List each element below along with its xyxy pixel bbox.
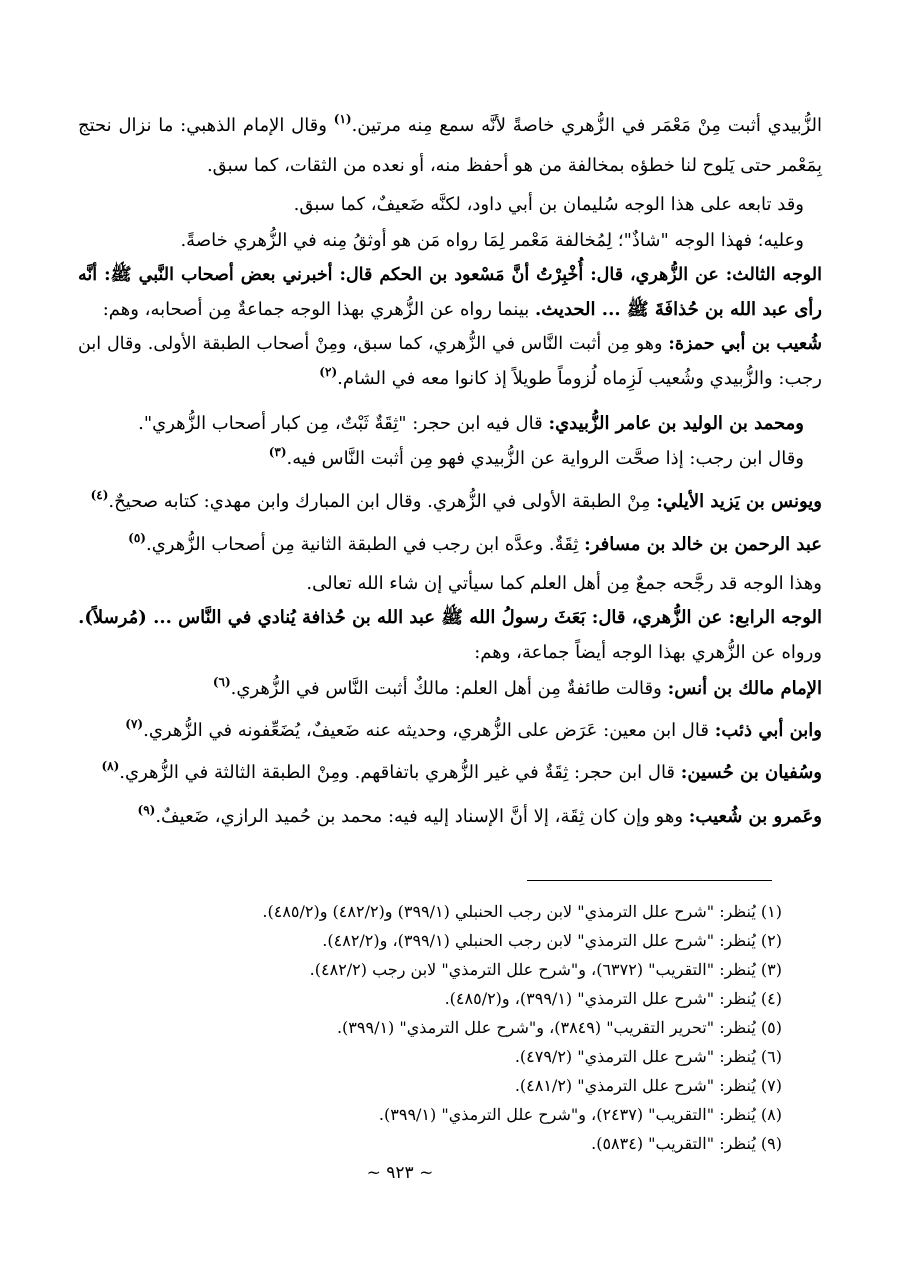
footnote-separator [527,880,772,881]
body-line-1: الزُّبيدي أثبت مِنْ مَعْمَر في الزُّهري خاصةً لأنَّه سمع مِنه مرتين.$^{(١)}$ وقال الإمام الذهبي: ما نزال نحتج [78,112,822,136]
body-line-13: وهذا الوجه قد رجَّحه جمعٌ مِن أهل العلم كما سيأتي إن شاء الله تعالى. [306,573,822,594]
footnote-8: (٨) يُنظر: "التقريب" (٢٤٣٧)، و"شرح علل الترمذي" (٣٩٩/١). [378,1105,782,1124]
footnote-ref[interactable]: (٣) [268,445,287,459]
footnote-3: (٣) يُنظر: "التقريب" (٦٣٧٢)، و"شرح علل الترمذي" لابن رجب (٤٨٢/٢). [309,960,782,979]
footnote-ref[interactable]: (٥) [128,531,146,545]
narrator-abdulrahman: عبد الرحمن بن خالد بن مسافر: ثِقَةٌ. وعدَّه ابن رجب في الطبقة الثانية مِن أصحاب الزُّهري.$^{(٥)}$ [128,531,822,555]
narrator-zubaydi: ومحمد بن الوليد بن عامر الزُّبيدي: قال فيه ابن حجر: "ثِقَةٌ ثَبْتٌ، مِن كبار أصحاب الزُّهري". [138,413,804,434]
footnote-5: (٥) يُنظر: "تحرير التقريب" (٣٨٤٩)، و"شرح علل الترمذي" (٣٩٩/١). [336,1018,782,1037]
section-heading-third-aspect: الوجه الثالث: عن الزُّهري، قال: أُخْبِرْتُ أنَّ مَسْعود بن الحكم قال: أخبرني بعض أصحاب النَّبي ﷺ: أنَّه [78,265,822,285]
footnote-ref[interactable]: (٧) [125,717,144,731]
footnote-ref[interactable]: (٢) [319,365,338,379]
narrator-malik: الإمام مالك بن أنس: وقالت طائفةٌ مِن أهل العلم: مالكٌ أثبت النَّاس في الزُّهري.$^{(٦)}$ [212,675,822,699]
footnote-6: (٦) يُنظر: "شرح علل الترمذي" (٤٧٩/٢). [514,1047,782,1066]
footnote-7: (٧) يُنظر: "شرح علل الترمذي" (٤٨١/٢). [514,1076,782,1095]
body-line-6: رأى عبد الله بن حُذافَةَ ﷺ ... الحديث. بينما رواه عن الزُّهري بهذا الوجه جماعةٌ مِن أصحابه، وهم: [102,299,822,320]
narrator-yunus: ويونس بن يَزيد الأيلي: مِنْ الطبقة الأولى في الزُّهري. وقال ابن المبارك وابن مهدي: كتابه صحيحٌ.$^{(٤)}$ [90,488,822,512]
body-line-15: ورواه عن الزُّهري بهذا الوجه أيضاً جماعة، وهم: [474,642,822,663]
footnote-9: (٩) يُنظر: "التقريب" (٥٨٣٤). [591,1134,782,1153]
footnote-ref[interactable]: (٨) [101,759,120,773]
narrator-amr: وعَمرو بن شُعيب: وهو وإن كان ثِقَة، إلا أنَّ الإسناد إليه فيه: محمد بن حُميد الرازي، ضَعيفٌ.$^{(٩)}$ [137,803,822,827]
footnote-ref[interactable]: (٦) [212,675,231,689]
page-number: ~ ٩٢٣ ~ [366,1163,434,1183]
footnote-ref[interactable]: (٩) [137,803,156,817]
footnote-ref[interactable]: (١) [333,112,352,126]
body-line-4: وعليه؛ فهذا الوجه "شاذٌ"؛ لِمُخالفة مَعْمر لِمَا رواه مَن هو أوثقُ مِنه في الزُّهري خاصةً. [180,230,804,251]
footnote-1: (١) يُنظر: "شرح علل الترمذي" لابن رجب الحنبلي (٣٩٩/١) و(٤٨٢/٢) و(٤٨٥/٢). [262,902,782,921]
section-heading-fourth-aspect: الوجه الرابع: عن الزُّهري، قال: بَعَثَ رسولُ الله ﷺ عبد الله بن حُذافة يُنادي في النَّاس ... (مُرسلاً). [78,607,822,628]
narrator-sufyan: وسُفيان بن حُسين: قال ابن حجر: ثِقَةٌ في غير الزُّهري باتفاقهم. ومِنْ الطبقة الثالثة في الزُّهري.$^{(٨)}$ [101,759,822,783]
body-line-3: وقد تابعه على هذا الوجه سُليمان بن أبي داود، لكنَّه ضَعيفٌ، كما سبق. [293,194,804,215]
narrator-shuayb: شُعيب بن أبي حمزة: وهو مِن أثبت النَّاس في الزُّهري، كما سبق، ومِنْ أصحاب الطبقة الأولى. وقال ابن [78,334,823,354]
body-line-2: بِمَعْمر حتى يَلوح لنا خطؤه بمخالفة من هو أحفظ منه، أو نعده من الثقات، كما سبق. [206,155,822,176]
narrator-ibn-abi-dhib: وابن أبي ذئب: قال ابن معين: عَرَض على الزُّهري، وحديثه عنه ضَعيفٌ، يُضَعِّفونه في الزُّهري.$^{(٧)}$ [125,717,822,741]
body-line-8: رجب: والزُّبيدي وشُعيب لَزِماه لُزوماً طويلاً إذ كانوا معه في الشام.$^{(٢)}$ [319,365,822,389]
footnote-4: (٤) يُنظر: "شرح علل الترمذي" (٣٩٩/١)، و(٤٨٥/٢). [444,989,782,1008]
footnote-ref[interactable]: (٤) [90,488,109,502]
body-line-10: وقال ابن رجب: إذا صحَّت الرواية عن الزُّبيدي فهو مِن أثبت النَّاس فيه.$^{(٣)}$ [268,445,804,469]
footnote-2: (٢) يُنظر: "شرح علل الترمذي" لابن رجب الحنبلي (٣٩٩/١)، و(٤٨٢/٢). [322,931,782,950]
